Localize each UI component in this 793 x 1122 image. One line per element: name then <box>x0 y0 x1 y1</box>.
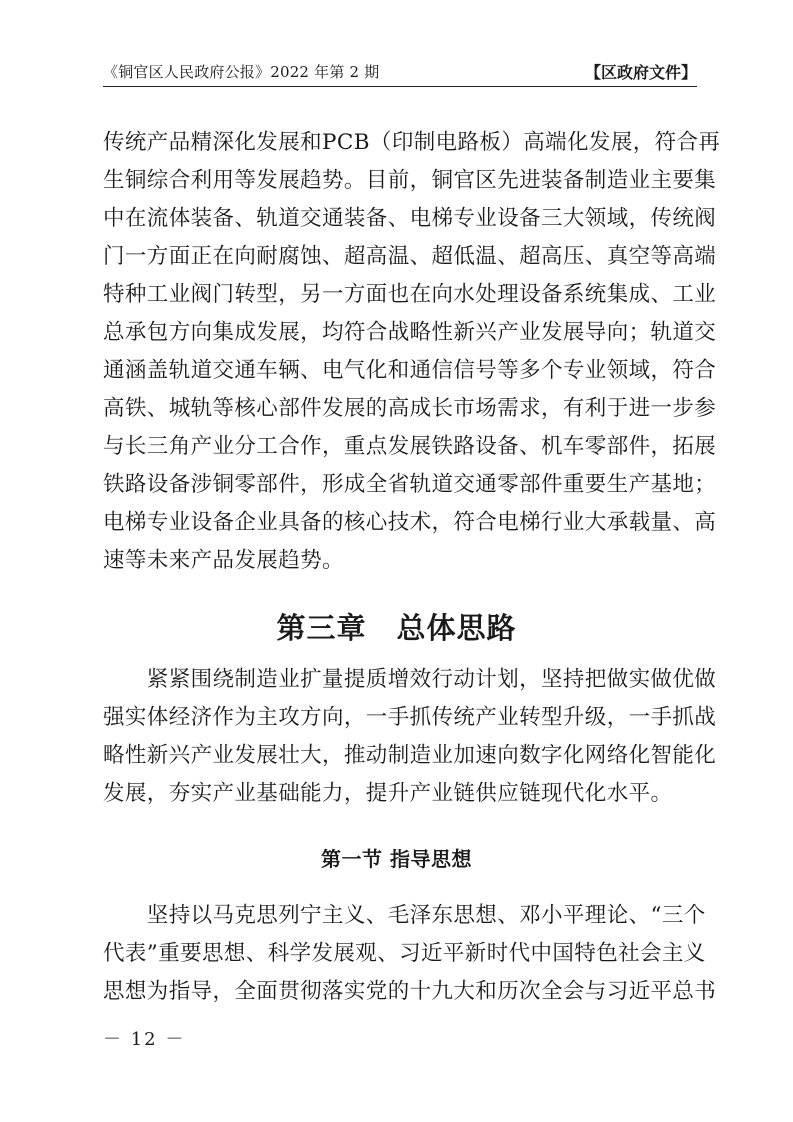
text-line: 强实体经济作为主攻方向，一手抓传统产业转型升级，一手抓战 <box>103 705 717 730</box>
text-line: 电梯专业设备企业具备的核心技术，符合电梯行业大承载量、高 <box>103 510 717 535</box>
text-line: 高铁、城轨等核心部件发展的高成长市场需求，有利于进一步参 <box>103 396 717 421</box>
text-line: 与长三角产业分工合作，重点发展铁路设备、机车零部件，拓展 <box>103 434 717 459</box>
text-line: 坚持以马克思列宁主义、毛泽东思想、邓小平理论、“三个 <box>103 903 706 928</box>
paragraph-overall-approach <box>103 661 717 813</box>
text-line: 门一方面正在向耐腐蚀、超高温、超低温、超高压、真空等高端 <box>103 244 717 269</box>
text-line: 思想为指导，全面贯彻落实党的十九大和历次全会与习近平总书 <box>103 979 717 1004</box>
text-line: 生铜综合利用等发展趋势。目前，铜官区先进装备制造业主要集 <box>103 168 717 193</box>
paragraph-guiding-ideology <box>103 897 717 1011</box>
text-line: 特种工业阀门转型，另一方面也在向水处理设备系统集成、工业 <box>103 282 717 307</box>
text-line: 发展，夯实产业基础能力，提升产业链供应链现代化水平。 <box>103 781 673 806</box>
text-line: 通涵盖轨道交通车辆、电气化和通信信号等多个专业领域，符合 <box>103 358 717 383</box>
text-line: 铁路设备涉铜零部件，形成全省轨道交通零部件重要生产基地； <box>103 472 717 497</box>
paragraph-industry-development <box>103 124 721 580</box>
document-category: 【区政府文件】 <box>584 63 697 82</box>
text-line: 紧紧围绕制造业扩量提质增效行动计划，坚持把做实做优做 <box>103 667 717 692</box>
text-line: 代表”重要思想、科学发展观、习近平新时代中国特色社会主义 <box>103 941 706 966</box>
section-title: 第一节 指导思想 <box>321 847 472 871</box>
text-line: 中在流体装备、轨道交通装备、电梯专业设备三大领域，传统阀 <box>103 206 717 231</box>
page-number: － 12 － <box>103 1029 186 1050</box>
text-line: 略性新兴产业发展壮大，推动制造业加速向数字化网络化智能化 <box>103 743 717 768</box>
publication-title: 《铜官区人民政府公报》2022 年第 2 期 <box>103 63 380 81</box>
chapter-title: 第三章 总体思路 <box>276 611 517 645</box>
text-line: 传统产品精深化发展和PCB（印制电路板）高端化发展，符合再 <box>103 130 721 155</box>
page-header <box>103 58 697 87</box>
text-line: 总承包方向集成发展，均符合战略性新兴产业发展导向；轨道交 <box>103 320 717 345</box>
text-line: 速等未来产品发展趋势。 <box>103 548 344 573</box>
